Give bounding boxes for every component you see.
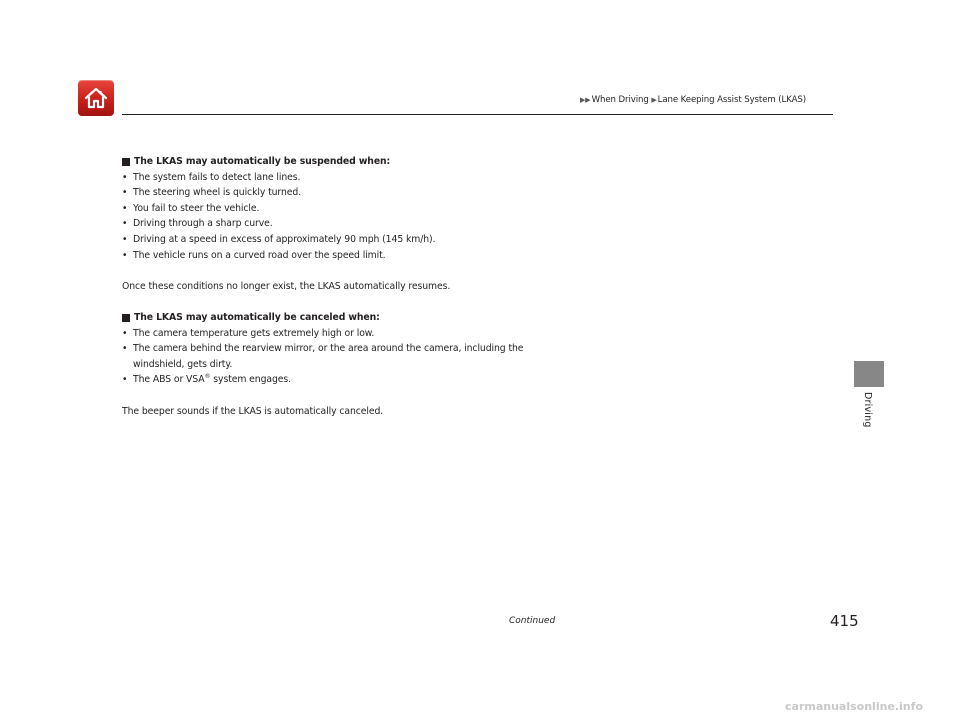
bullet-icon: • bbox=[122, 327, 128, 339]
resume-note: Once these conditions no longer exist, the LKAS automatically resumes. bbox=[122, 280, 451, 292]
breadcrumb bbox=[580, 95, 806, 105]
bullet-icon: • bbox=[122, 202, 128, 214]
watermark: carmanualsonline.info bbox=[785, 700, 923, 713]
suspend-conditions-list bbox=[122, 170, 812, 264]
cancel-conditions-list bbox=[122, 326, 812, 388]
home-icon bbox=[83, 86, 109, 110]
section-heading-suspended: The LKAS may automatically be suspended when: bbox=[122, 154, 812, 170]
list-item: • The camera temperature gets extremely high or low. bbox=[122, 326, 812, 342]
list-item: • The system fails to detect lane lines. bbox=[122, 170, 812, 186]
bullet-icon: • bbox=[122, 343, 128, 355]
continued-label: Continued bbox=[509, 616, 556, 626]
bullet-icon: • bbox=[122, 249, 128, 261]
bullet-icon: • bbox=[122, 233, 128, 245]
header-rule bbox=[122, 114, 833, 115]
square-bullet-icon bbox=[122, 314, 130, 322]
list-item: • The ABS or VSA® system engages. bbox=[122, 372, 812, 388]
beeper-note: The beeper sounds if the LKAS is automatically canceled. bbox=[122, 405, 384, 417]
list-item: • Driving at a speed in excess of approximately 90 mph (145 km/h). bbox=[122, 232, 812, 248]
list-item: • The steering wheel is quickly turned. bbox=[122, 185, 812, 201]
bullet-icon: • bbox=[122, 374, 128, 386]
home-button[interactable] bbox=[78, 80, 114, 116]
section-heading-canceled: The LKAS may automatically be canceled when: bbox=[122, 310, 812, 326]
bullet-icon: • bbox=[122, 218, 128, 230]
page-number: 415 bbox=[830, 612, 859, 630]
breadcrumb-link-when-driving[interactable]: When Driving bbox=[591, 95, 649, 105]
list-item: • The camera behind the rearview mirror, or the area around the camera, including the windshield, gets dirty. bbox=[122, 343, 524, 370]
main-content bbox=[122, 154, 812, 419]
bullet-icon: • bbox=[122, 171, 128, 183]
square-bullet-icon bbox=[122, 158, 130, 166]
side-tab-label: Driving bbox=[862, 392, 873, 428]
breadcrumb-arrow-icon: ▶▶ bbox=[580, 96, 591, 104]
list-item: • Driving through a sharp curve. bbox=[122, 216, 812, 232]
breadcrumb-arrow-icon: ▶ bbox=[651, 96, 657, 104]
bullet-icon: • bbox=[122, 187, 128, 199]
side-tab-driving[interactable] bbox=[854, 361, 884, 387]
list-item: • The vehicle runs on a curved road over the speed limit. bbox=[122, 248, 812, 264]
breadcrumb-current: Lane Keeping Assist System (LKAS) bbox=[657, 95, 807, 105]
list-item: • You fail to steer the vehicle. bbox=[122, 201, 812, 217]
